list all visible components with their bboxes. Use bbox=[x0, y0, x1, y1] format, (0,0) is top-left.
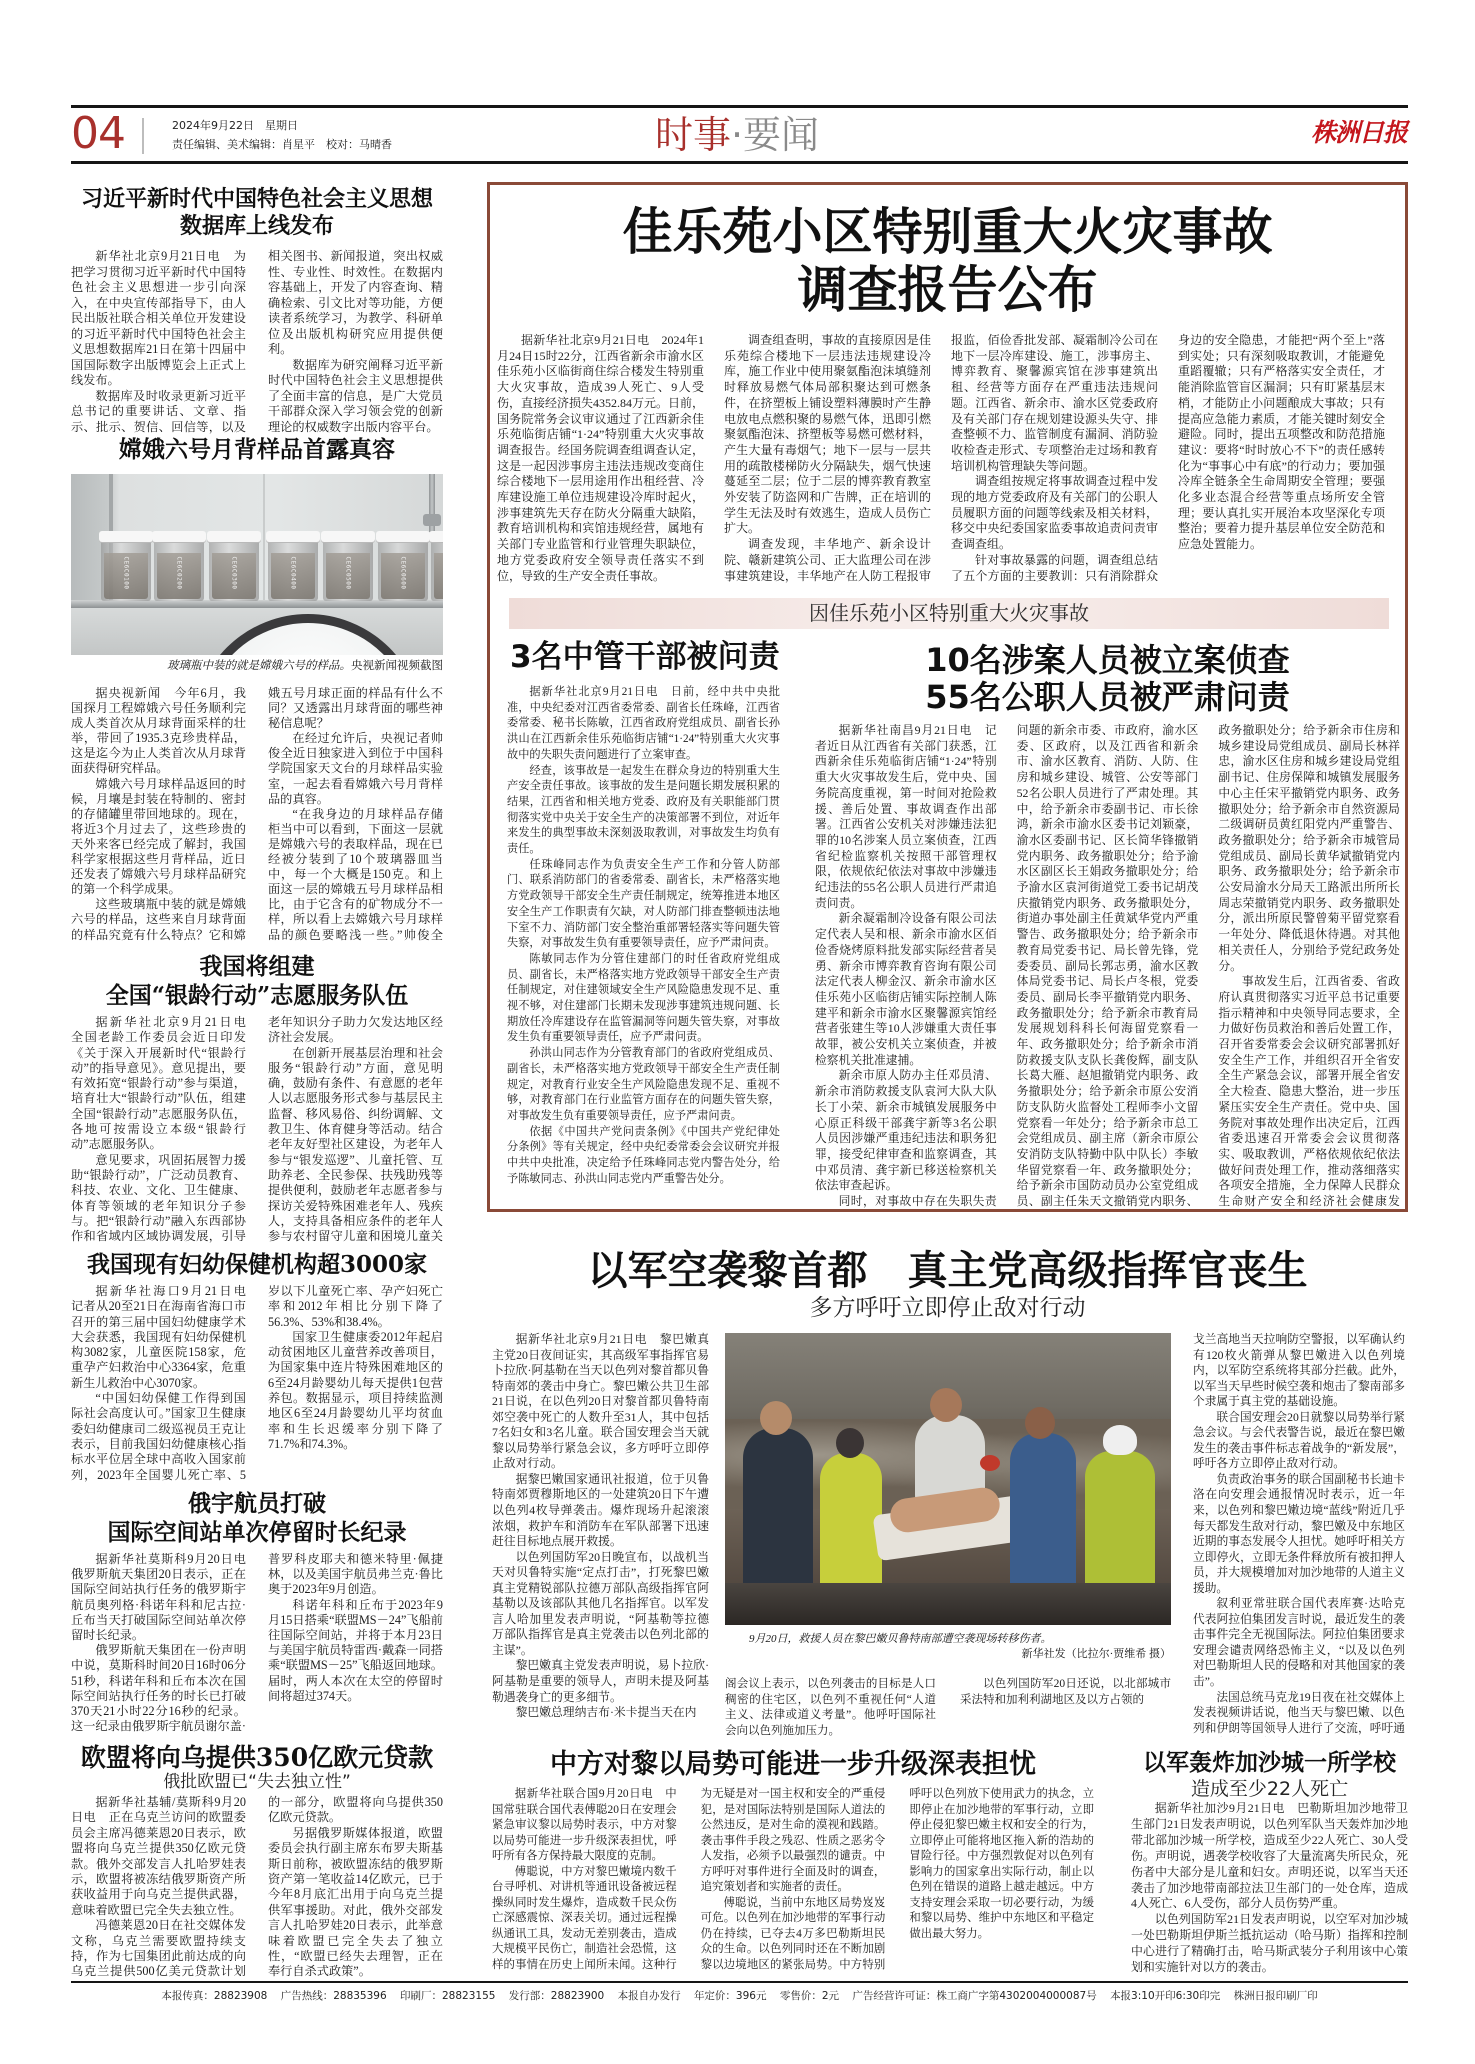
paragraph: 黎巴嫩总理纳吉布·米卡提当天在内 bbox=[515, 1705, 697, 1720]
change6-sample-photo bbox=[71, 474, 443, 655]
paragraph: 另据俄罗斯媒体报道，欧盟委员会执行副主席东布罗夫斯基斯日前称，被欧盟冻结的俄罗斯资产第一笔收益14亿欧元，已于今年8月底汇出用于向乌克兰提供军事援助。对此，俄外交部发言人扎哈罗娃20日表示，此举意味着欧盟已完全失去了独立性，“欧盟已经失去理智，正在奉行自杀式政策”。 bbox=[268, 1825, 443, 1979]
headline-maternal-health: 我国现有妇幼保健机构超3000家 bbox=[86, 1251, 427, 1278]
paragraph: 戈兰高地当天拉响防空警报，以军确认约有120枚火箭弹从黎巴嫩进入以色列境内，以军防空系统将其部分拦截。此外，以军当天早些时候空袭和炮击了黎南部多个隶属于真主党的基础设施。 bbox=[1193, 1333, 1405, 1409]
paragraph: 在经过允许后，央视记者帅俊全近日独家进入到位于中国科学院国家天文台的月球样品实验室，一起去看看嫦娥六号月背样品的真容。 bbox=[268, 731, 443, 806]
headline-line: 调查报告公布 bbox=[797, 261, 1098, 319]
subheadline-gaza-school: 造成至少22人死亡 bbox=[1190, 1778, 1349, 1800]
jar-label: CE6C0100 bbox=[122, 556, 130, 590]
article-body-china-lebanon bbox=[492, 1787, 1094, 1974]
article-body-officials-accountable bbox=[507, 685, 780, 1204]
jar-lid bbox=[99, 531, 153, 542]
article-body-beirut-left-column bbox=[492, 1332, 709, 1737]
paragraph: 数据库为研究阐释习近平新时代中国特色社会主义思想提供了全面丰富的信息，是广大党员干部群众深入学习领会党的创新理论的权威数字出版内容平台。 bbox=[268, 357, 443, 434]
paragraph: 以色列国防军20日还说，以北部城市采法特和加利利湖地区及以方占领的 bbox=[960, 1678, 1171, 1706]
headline-china-lebanon: 中方对黎以局势可能进一步升级深表担忧 bbox=[550, 1749, 1036, 1780]
sample-jar bbox=[209, 531, 259, 601]
footer-ad-license: 广告经营许可证：株工商广字第4302004000087号 bbox=[852, 1990, 1097, 2002]
headline-lead-fire-report bbox=[490, 203, 1405, 319]
jar-lid bbox=[321, 531, 375, 542]
headline-line: 全国“银龄行动”志愿服务队伍 bbox=[105, 982, 409, 1009]
paragraph: 以色列国防军21日发表声明说，以空军对加沙城一处巴勒斯坦伊斯兰抵抗运动（哈马斯）指挥和控制中心进行了精确打击，哈马斯武装分子利用该中心策划和实施针对以方的袭击。 bbox=[1131, 1912, 1408, 1975]
headline-beirut-strike: 以军空袭黎首都 真主党高级指挥官丧生 bbox=[587, 1248, 1308, 1294]
headline-iss-record bbox=[71, 1489, 443, 1547]
paragraph: 据新华社北京9月21日电 全国老龄工作委员会近日印发《关于深入开展新时代“银龄行动”的指导意见》。意见提出，要有效拓宽“银龄行动”参与渠道，培育壮大“银龄行动”队伍，组建全国“银龄行动”志愿服务队伍，各地可按需设立本级“银龄行动”志愿服务队。 bbox=[71, 1015, 259, 1152]
paragraph: 据黎巴嫩国家通讯社报道，位于贝鲁特南郊贾穆斯地区的一处建筑20日下午遭以色列4枚导弹袭击。爆炸现场升起滚滚浓烟，救护车和消防车在军队部署下迅速赶往目标地点展开救援。 bbox=[492, 1471, 709, 1549]
paragraph: 调查组按规定将事故调查过程中发现的地方党委政府及有关部门的公职人员履职方面的问题等线索及相关材料，移交中央纪委国家监委事故追责问责审查调查组。 bbox=[951, 474, 1158, 552]
jar-label: CE6C0200 bbox=[175, 556, 183, 590]
sample-shelf bbox=[71, 600, 443, 608]
jar-lid bbox=[152, 531, 206, 542]
paragraph: “中国妇幼保健工作得到国际社会高度认可。”国家卫生健康委妇幼健康司二级巡视员王克让表示，目前我国妇幼健康核心指标水平位居全球中高收入国家前列，2023年全国婴儿死亡率、5岁以下儿童死亡率、孕产妇死亡率和2012年相比分别下降了56.3%、53%和38.4%。 bbox=[71, 1284, 443, 1482]
paragraph: 据新华社海口9月21日电 记者从20至21日在海南省海口市召开的第三届中国妇幼健康学术大会获悉，我国现有妇幼保健机构3082家，儿童医院158家，危重孕产妇救治中心3364家，危重新生儿救治中心3070家。 bbox=[71, 1284, 259, 1390]
paragraph: 新余凝霜制冷设备有限公司法定代表人吴和根、新余市渝水区佰俭香烧烤原料批发部实际经营者吴勇、新余市博弈教育咨询有限公司法定代表人柳金汉、新余市渝水区佳乐苑小区临街店铺实际控制人陈建平和新余市渝水区聚馨源宾馆经营者张建生等10人涉嫌重大责任事故罪，被公安机关立案侦查，并被检察机关批准逮捕。 bbox=[815, 911, 997, 1067]
sample-jar bbox=[101, 531, 151, 601]
article-body-cases-filed bbox=[815, 723, 1400, 1210]
paragraph: 经查，该事故是一起发生在群众身边的特别重大生产安全责任事故。该事故的发生是问题长期发展积累的结果，江西省和相关地方党委、政府及有关职能部门贯彻落实党中央关于安全生产的决策部署不到位，对近年来发生的典型事故未深刻汲取教训，对事故发生均负有责任。 bbox=[507, 764, 780, 856]
paragraph: 傅聪说，中方对黎巴嫩境内数千台寻呼机、对讲机等通讯设备被远程操纵同时发生爆炸，造成数千民众伤亡深感震惊、深表关切。通过远程操纵通讯工具，发动无差别袭击，造成大规模平民伤亡，制造社会恐慌，这样的事情在历史上闻所未闻。这种行为无疑是对一国主权和安全的严重侵犯，是对国际法特别是国际人道法的公然违反，是对生命的漠视和践踏。袭击事件手段之残忍、性质之恶劣令人发指，必须予以最强烈的谴责。中方呼吁对事件进行全面及时的调查，追究策划者和实施者的责任。 bbox=[492, 1788, 886, 1971]
rescuer-helmet bbox=[980, 1455, 1000, 1471]
article-body-silver-action bbox=[71, 1015, 443, 1246]
headline-cases-filed bbox=[815, 642, 1400, 716]
footer-ad-hotline: 广告热线：28835396 bbox=[280, 1990, 387, 2002]
paragraph: 据新华社联合国9月20日电 中国常驻联合国代表傅聪20日在安理会紧急审议黎以局势时表示，中方对黎以局势可能进一步升级深表担忧，呼吁所有各方保持最大限度的克制。 bbox=[492, 1788, 677, 1862]
lead-story-box bbox=[487, 182, 1408, 1212]
paragraph: “在我身边的月球样品存储柜当中可以看到，下面这一层就是嫦娥六号的表取样品，现在已经被分装到了10个玻璃器皿当中，每一个大概是150克。和上面这一层的嫦娥五号月球样品相比，由于它含有的矿物成分不一样，所以看上去嫦娥六号月球样品的颜色要略浅一些。”帅俊全 bbox=[268, 806, 443, 942]
paragraph: 事故发生后，江西省委、省政府认真贯彻落实习近平总书记重要指示精神和中央领导同志要求，全力做好伤员救治和善后处置工作，召开省委常委会会议研究部署抓好安全生产工作，并组织召开全省安全生产紧急会议，部署开展全省安全大检查、隐患大整治，进一步压紧压实安全生产责任。党中央、国务院对事故处理作出决定后，江西省委迅速召开常委会会议贯彻落实、吸取教训，严格依规依纪依法做好问责处理工作，推动落细落实各项安全措施，全力保障人民群众生命财产安全和经济社会健康发 bbox=[1218, 974, 1400, 1209]
paragraph: 科诺年科和丘布于2023年9月15日搭乘“联盟MS－24”飞船前往国际空间站，并将于本月23日与美国宇航员特雷西·戴森一同搭乘“联盟MS－25”飞船返回地球。届时，两人本次在太空的停留时间将超过374天。 bbox=[268, 1597, 443, 1703]
headline-line: 习近平新时代中国特色社会主义思想 bbox=[80, 187, 433, 212]
jar-label: CE6C0300 bbox=[230, 556, 238, 590]
caption-credit: 央视新闻视频截图 bbox=[351, 660, 443, 672]
headline-officials-accountable: 3名中管干部被问责 bbox=[510, 639, 780, 675]
article-body-beirut-under-photo bbox=[725, 1677, 1171, 1740]
section-title-primary: 时事 bbox=[654, 113, 731, 157]
footer-print-house: 株洲日报印刷厂印 bbox=[1233, 1990, 1318, 2002]
footer-self-distribution: 本报自办发行 bbox=[617, 1990, 681, 2002]
paragraph: 这些玻璃瓶中装的就是嫦娥六号的样品，这些来自月球背面的样品究竟有什么特点？它和嫦娥五号月球正面的样品有什么不同？又透露出月球背面的哪些神秘信息呢？ bbox=[71, 686, 443, 942]
paragraph: 新余市原人防办主任邓员清、新余市消防救援支队袁河大队大队长丁小荣、新余市城镇发展服务中心原正科级干部龚宇新等3名公职人员因涉嫌严重违纪违法和职务犯罪，接受纪律审查和监察调查，其中邓员清、龚宇新已移送检察机关依法审查起诉。 bbox=[815, 1068, 997, 1193]
headline-line: 俄宇航员打破 bbox=[188, 1490, 326, 1517]
header-bottom-rule bbox=[71, 161, 1408, 164]
paragraph: 任珠峰同志作为负责安全生产工作和分管人防部门、联系消防部门的省委常委、副省长，未严格落实地方党政领导干部安全生产责任制规定，统筹推进本地区安全生产工作职责有欠缺，对人防部门排查整顿违法地下室不力、消防部门安全整治重部署轻落实等问题失管失察，对事故发生负有重要领导责任，应予严肃问责。 bbox=[507, 858, 780, 950]
section-title-secondary: 要闻 bbox=[743, 113, 820, 157]
paragraph: 负责政治事务的联合国副秘书长迪卡洛在向安理会通报情况时表示，近一年来，以色列和黎巴嫩边境“蓝线”附近几乎每天都发生敌对行动，黎巴嫩及中东地区近期的事态发展令人担忧。她呼吁相关方立即停火，立即无条件释放所有被扣押人员，并大规模增加对加沙地带的人道主义援助。 bbox=[1193, 1472, 1405, 1595]
headline-eu-loan: 欧盟将向乌提供350亿欧元贷款 bbox=[80, 1743, 434, 1772]
caption-text: 玻璃瓶中装的就是嫦娥六号的样品。 bbox=[167, 660, 351, 672]
sample-jar-partial bbox=[431, 531, 443, 601]
section-title bbox=[537, 113, 937, 157]
paragraph: 据新华社南昌9月21日电 记者近日从江西省有关部门获悉，江西新余佳乐苑临街店铺“1·24”特别重大火灾事故发生后，党中央、国务院高度重视，第一时间对抢险救援、善后处置、事故调查作出部署。江西省公安机关对涉嫌违法犯罪的10名涉案人员立案侦查，江西省纪检监察机关按照干部管理权限，依规依纪依法对事故中涉嫌违纪违法的55名公职人员进行严肃追责问责。 bbox=[815, 723, 997, 910]
paragraph: 黎巴嫩真主党发表声明说，易卜拉欣·阿基勒是重要的领导人，声明未提及阿基勒遇袭身亡的更多细节。 bbox=[492, 1658, 709, 1704]
paragraph: 叙利亚常驻联合国代表库赛·达哈克代表阿拉伯集团发言时说，最近发生的袭击事件完全无视国际法。阿拉伯集团要求安理会谴责网络恐怖主义，“以及以色列对巴勒斯坦人民的侵略和对其他国家的袭击”。 bbox=[1193, 1597, 1405, 1689]
paragraph: 孙洪山同志作为分管教育部门的省政府党组成员、副省长，未严格落实地方党政领导干部安全生产责任制规定，对教育行业安全生产风险隐患发现不足、重视不够，对教育部门在行业监管方面存在的问题失管失察，对事故发生负有重要领导责任，应予严肃问责。 bbox=[507, 1047, 780, 1122]
jar-lid bbox=[266, 531, 320, 542]
paragraph: 阁会议上表示，以色列袭击的目标是人口稠密的住宅区，以色列不重视任何“人道主义、法律或道义考量”。他呼吁国际社会向以色列施加压力。 bbox=[725, 1678, 936, 1737]
paragraph: 依据《中国共产党问责条例》《中国共产党纪律处分条例》等有关规定，经中央纪委常委会会议研究并报中共中央批准，决定给予任珠峰同志党内警告处分，给予陈敏同志、孙洪山同志党内严重警告处分。 bbox=[507, 1125, 780, 1185]
footer-retail-price: 零售价：2元 bbox=[779, 1990, 840, 2002]
photo-caption-change6 bbox=[71, 659, 443, 673]
rescuer-helmet bbox=[1103, 1425, 1137, 1455]
sample-jar bbox=[378, 531, 428, 601]
section-banner-fire-followup: 因佳乐苑小区特别重大火灾事故 bbox=[509, 598, 1389, 629]
paragraph: 据新华社加沙9月21日电 巴勒斯坦加沙地带卫生部门21日发表声明说，以色列军队当天轰炸加沙地带北部加沙城一所学校，造成至少22人死亡、30人受伤。声明说，遇袭学校收容了大量流离失所民众，死伤者中大部分是儿童和妇女。声明还说，以军当天还袭击了加沙地带南部拉法卫生部门的一处仓库，造成4人死亡、6人受伤，部分人员伤势严重。 bbox=[1131, 1801, 1408, 1911]
footer-print-time: 本报3:10开印6:30印完 bbox=[1110, 1990, 1221, 2002]
paragraph: 国家卫生健康委2012年起启动贫困地区儿童营养改善项目，为国家集中连片特殊困难地区的6至24月龄婴幼儿每天提供1包营养包。数据显示，项目持续监测地区6至24月龄婴幼儿平均贫血率和生长迟缓率分别下降了71.7%和74.3%。 bbox=[268, 1329, 443, 1451]
paragraph: 同时，对事故中存在失职失责问题的新余市委、市政府，渝水区委、区政府，以及江西省和新余市、渝水区教育、消防、人防、住房和城乡建设、城管、公安等部门52名公职人员进行了严肃处理。其中，给予新余市委副书记、市长徐鸿，新余市渝水区委书记刘颖豪，渝水区委副书记、区长简华锋撤销党内职务、政务撤职处分；给予渝水区副区长王娟政务撤职处分；给予渝水区袁河街道党工委书记胡茂庆撤销党内职务、政务撤职处分，街道办事处副主任黄斌华党内严重警告、政务撤职处分；给予新余市教育局党委书记、局长曾先锋，党委委员、副局长郭志勇，渝水区教体局党委书记、局长卢冬根，党委委员、副局长李平撤销党内职务、政务撤职处分；给予新余市教育局发展规划科科长何海留党察看一年、政务撤职处分；给予新余市消防救援支队支队长龚俊辉，副支队长葛大雁、赵旭撤销党内职务、政务撤职处分；给予新余市原公安消防支队防火监督处工程师李小文留党察看一年处分；给予新余市总工会党组成员、副主席（新余市原公安消防支队特勤中队中队长）李敏华留党察看一年、政务撤职处分；给予新余市国防动员办公室党组成员、副主任朱天文撤销党内职务、政务撤职处分；给予新余市住房和城乡建设局党组成员、副局长林祥忠，渝水区住房和城乡建设局党组副书记、住房保障和城镇发展服务中心主任宋平撤销党内职务、政务撤职处分；给予新余市自然资源局二级调研员黄红阳党内严重警告、政务撤职处分；给予新余市城管局党组成员、副局长黄华斌撤销党内职务、政务撤职处分；给予新余市公安局渝水分局天工路派出所所长周志荣撤销党内职务、政务撤职处分，派出所原民警曾菊平留党察看一年处分、降低退休待遇。对其他相关责任人，分别给予党纪政务处分。 bbox=[838, 723, 1400, 1209]
paragraph: 据新华社北京9月21日电 日前，经中共中央批准，中央纪委对江西省委常委、副省长任珠峰，江西省委常委、秘书长陈敏，江西省政府党组成员、副省长孙洪山在江西新余佳乐苑临街店铺“1·24”特别重大火灾事故中的失职失责问题进行了立案审查。 bbox=[507, 686, 780, 761]
headline-line: 我国将组建 bbox=[199, 953, 315, 980]
article-body-lead-fire-report bbox=[497, 333, 1385, 585]
header-divider bbox=[142, 118, 144, 154]
paragraph: 据新华社基辅/莫斯科9月20日电 正在乌克兰访问的欧盟委员会主席冯德莱恩20日表示，欧盟将向乌克兰提供350亿欧元贷款。俄外交部发言人扎哈罗娃表示，欧盟将被冻结俄罗斯资产所获收益用于向乌克兰提供武器，意味着欧盟已完全失去独立性。 bbox=[71, 1795, 246, 1917]
paragraph: 俄罗斯航天集团在一份声明中说，莫斯科时间20日16时06分51秒，科诺年科和丘布本次在国际空间站执行任务的时长已打破370天21小时22分16秒的纪录。这一纪录由俄罗斯宇航员谢尔盖·普罗科皮耶夫和德米特里·佩捷林，以及美国宇航员弗兰克·鲁比奥于2023年9月创造。 bbox=[71, 1552, 443, 1734]
jar-lid bbox=[207, 531, 261, 542]
paragraph: 据央视新闻 今年6月，我国探月工程嫦娥六号任务顺利完成人类首次从月球背面采样的壮举，带回了1935.3克珍贵样品，这是迄今为止人类首次从月球背面获得研究样品。 bbox=[71, 686, 246, 776]
glovebox-pipe bbox=[429, 474, 435, 536]
jar-label: CE6C0600 bbox=[399, 556, 407, 590]
publication-footer bbox=[71, 1989, 1408, 2003]
paragraph: 冯德莱恩20日在社交媒体发文称，乌克兰需要欧盟持续支持，作为七国集团此前达成的向乌克兰提供500亿美元贷款计划的一部分，欧盟将向乌提供350亿欧元贷款。 bbox=[71, 1795, 443, 1979]
jar-lid bbox=[429, 531, 443, 542]
paragraph: 陈敏同志作为分管住建部门的时任省政府党组成员、副省长，未严格落实地方党政领导干部安全生产责任制规定，对住建领域安全生产风险隐患发现不足、重视不够，对住建部门长期未发现涉事建筑违规问题、长期放任冷库建设存在监管漏洞等问题失管失察，对事故发生负有重要领导责任，应予严肃问责。 bbox=[507, 952, 780, 1044]
editor-credits: 责任编辑、美术编辑：肖星平 校对：马晴香 bbox=[172, 138, 392, 151]
footer-fax: 本报传真：28823908 bbox=[161, 1990, 268, 2002]
footer-printer: 印刷厂：28823155 bbox=[400, 1990, 496, 2002]
page-number: 04 bbox=[71, 108, 125, 159]
subheadline-eu-loan: 俄批欧盟已“失去独立性” bbox=[163, 1772, 351, 1792]
paragraph: 针对事故暴露的问题，调查组总结了五个方面的主要教训：只有消除群众身边的安全隐患，才能把“两个至上”落到实处；只有深刻吸取教训，才能避免重蹈覆辙；只有严格落实安全责任，才能消除监管盲区漏洞；只有盯紧基层末梢，才能防止小问题酿成大事故；只有提高应急能力素质，才能关键时刻安全避险。同时，提出五项整改和防范措施建议：要将“时时放心不下”的责任感转化为“事事心中有底”的行动力；要加强冷库全链条全生命周期安全管理；要强化多业态混合经营等重点场所安全管理；要认真扎实开展治本攻坚深化专项整治；要着力提升基层单位安全防范和应急处置能力。 bbox=[951, 333, 1385, 583]
photo-caption-beirut bbox=[725, 1632, 1171, 1662]
sample-jar bbox=[268, 531, 318, 601]
headline-line: 数据库上线发布 bbox=[179, 214, 334, 239]
masthead-logo: 株洲日报 bbox=[1310, 118, 1407, 147]
glovebox-seam bbox=[263, 474, 265, 600]
headline-line: 55名公职人员被严肃问责 bbox=[925, 678, 1290, 716]
subheadline-beirut-strike: 多方呼吁立即停止敌对行动 bbox=[809, 1295, 1086, 1321]
jar-lid bbox=[376, 531, 430, 542]
footer-annual-price: 年定价：396元 bbox=[693, 1990, 767, 2002]
article-body-change6 bbox=[71, 686, 443, 944]
headline-line: 10名涉案人员被立案侦查 bbox=[925, 641, 1290, 679]
article-body-maternal-health bbox=[71, 1284, 443, 1484]
article-body-iss-record bbox=[71, 1552, 443, 1736]
issue-date: 2024年9月22日 星期日 bbox=[172, 119, 298, 132]
paragraph: 据新华社北京9月21日电 黎巴嫩真主党20日夜间证实，其高级军事指挥官易卜拉欣·阿基勒在当天以色列对黎首都贝鲁特南郊的袭击中身亡。黎巴嫩公共卫生部21日说，在以色列20日对黎首都贝鲁特南郊空袭中死亡的人数升至31人，其中包括7名妇女和3名儿童。联合国安理会当天就黎以局势举行紧急会议，多方呼吁立即停止敌对行动。 bbox=[492, 1332, 709, 1471]
glovebox-valve bbox=[423, 514, 441, 526]
section-title-dot: · bbox=[730, 113, 744, 157]
article-body-beirut-right-column bbox=[1193, 1332, 1405, 1737]
header-top-rule bbox=[71, 105, 1408, 108]
foreground-debris bbox=[725, 1583, 1171, 1625]
headline-line: 佳乐苑小区特别重大火灾事故 bbox=[622, 203, 1273, 261]
headline-gaza-school: 以军轰炸加沙城一所学校 bbox=[1143, 1749, 1396, 1776]
paragraph: 法国总统马克龙19日夜在社交媒体上发表视频讲话说，他当天与黎巴嫩、以色列和伊朗等国领导人进行了交流，呼吁通 bbox=[1193, 1690, 1405, 1735]
paragraph: 在创新开展基层治理和社会服务“银龄行动”方面，意见明确，鼓励有条件、有意愿的老年人以志愿服务形式参与基层民主监督、移风易俗、纠纷调解、文教卫生、体育健身等活动。结合老年友好型社区建设，为老年人参与“银发巡逻”、儿童托管、互助养老、全民参保、扶残助残等提供便利，鼓励老年志愿者参与探访关爱特殊困难老年人、残疾人，支持具备相应条件的老年人参与农村留守儿童和困境儿童关 bbox=[268, 1045, 443, 1244]
headline-line: 国际空间站单次停留时长纪录 bbox=[107, 1519, 407, 1546]
paragraph: 联合国安理会20日就黎以局势举行紧急会议。与会代表警告说，最近在黎巴嫩发生的袭击事件标志着战争的“新发展”，呼吁各方立即停止敌对行动。 bbox=[1193, 1410, 1405, 1471]
paragraph: 调查组查明，事故的直接原因是佳乐苑综合楼地下一层违法违规建设冷库，施工作业中使用聚氨酯泡沫填缝剂时释放易燃气体局部积聚达到可燃条件，在挤塑板上铺设塑料薄膜时产生静电放电点燃积聚的易燃气体，迅即引燃聚氨酯泡沫、挤塑板等易燃可燃材料，产生大量有毒烟气；地下一层与一层共用的疏散楼梯防火分隔缺失，烟气快速蔓延至二层；位于二层的博弈教育教室外安装了防盗网和广告牌，正在培训的学生无法及时有效逃生，造成人员伤亡扩大。 bbox=[724, 333, 931, 536]
beirut-rescue-photo bbox=[725, 1333, 1171, 1625]
paragraph: 以色列国防军20日晚宣布，以战机当天对贝鲁特实施“定点打击”，打死黎巴嫩真主党精锐部队拉德万部队高级指挥官阿基勒以及该部队其他几名指挥官。以军发言人哈加里发表声明说，“阿基勒等拉德万部队指挥官是真主党袭击以色列北部的主谋”。 bbox=[492, 1549, 709, 1657]
headline-xi-database bbox=[71, 186, 443, 240]
sample-jar bbox=[154, 531, 204, 601]
jar-label: CE6C0400 bbox=[289, 556, 297, 590]
jar-label: CE6C0500 bbox=[344, 556, 352, 590]
headline-change6: 嫦娥六号月背样品首露真容 bbox=[119, 437, 395, 463]
paragraph: 嫦娥六号月球样品返回的时候，月壤是封装在特制的、密封的存储罐里带回地球的。现在，将近3个月过去了，这些珍贵的天外来客已经完成了解封，我国科学家根据这些月背样品，近日还发表了嫦娥六号月球样品研究的第一个科学成果。 bbox=[71, 776, 246, 897]
article-body-xi-database bbox=[71, 249, 443, 436]
paragraph: 意见要求，巩固拓展智力援助“银龄行动”，广泛动员教育、科技、农业、文化、卫生健康、体育等领域的老年知识分子参与。把“银龄行动”融入东西部协作和省域内区域协调发展，引导老年知识分子助力欠发达地区经济社会发展。 bbox=[71, 1015, 443, 1244]
paragraph: 据新华社莫斯科9月20日电 俄罗斯航天集团20日表示，正在国际空间站执行任务的俄罗斯宇航员奥列格·科诺年科和尼古拉·丘布当天打破国际空间站单次停留时长纪录。 bbox=[71, 1552, 259, 1643]
rescuer-head bbox=[836, 1428, 864, 1458]
footer-rule bbox=[71, 1981, 1408, 1983]
lunar-soil bbox=[434, 553, 443, 599]
paragraph: 据新华社北京9月21日电 2024年1月24日15时22分，江西省新余市渝水区佳乐苑小区临街商住综合楼发生特别重大火灾事故，造成39人死亡、9人受伤，直接经济损失4352.84万元。日前，国务院常务会议审议通过了江西新余佳乐苑临街店铺“1·24”特别重大火灾事故调查报告。经国务院调查组调查认定，这是一起因涉事房主违法违规改变商住综合楼地下一层用途用作出租经营、冷库建设施工单位违规建设冷库时起火，涉事建筑先天存在防火分隔重大缺陷，教育培训机构和宾馆违规经营，属地有关部门专业监管和行业管理失职缺位，地方党委政府安全领导责任落实不到位，导致的生产安全责任事故。 bbox=[497, 333, 705, 583]
rescuer-head bbox=[930, 1388, 962, 1422]
rescuer-head bbox=[1025, 1407, 1055, 1439]
article-body-gaza-school bbox=[1131, 1801, 1408, 1977]
article-body-eu-loan bbox=[71, 1795, 443, 1980]
paragraph: 傅聪说，当前中东地区局势岌岌可危。以色列在加沙地带的军事行动仍在持续，已夺去4万多巴勒斯坦民众的生命。以色列同时还在不断加剧黎以边境地区的紧张局势。中方特别呼吁以色列放下使用武力的执念，立即停止在加沙地带的军事行动，立即停止侵犯黎巴嫩主权和安全的行为，立即停止可能将地区拖入新的浩劫的冒险行径。中方强烈敦促对以色列有影响力的国家拿出实际行动，制止以色列在错误的道路上越走越远。中方支持安理会采取一切必要行动，为缓和黎以局势、维护中东地区和平稳定做出最大努力。 bbox=[700, 1788, 1094, 1971]
sample-jar bbox=[323, 531, 373, 601]
caption-credit: 新华社发（比拉尔·贾维希 摄） bbox=[1021, 1648, 1171, 1660]
rescuer-head bbox=[760, 1401, 792, 1435]
footer-distribution: 发行部：28823900 bbox=[508, 1990, 605, 2002]
paragraph: 调查发现，丰华地产、新余设计院、赣新建筑公司、正大监理公司在涉事建筑建设，丰华地产在人防工程报审报监，佰俭香批发部、凝霜制冷公司在地下一层冷库建设、施工，涉事房主、博弈教育、聚馨源宾馆在涉事建筑出租、经营等方面存在严重违法违规问题。江西省、新余市、渝水区党委政府及有关部门存在规划建设源头失守、排查整顿不力、监管制度有漏洞、消防验收检查走形式、专项整治走过场和教育培训机构管理缺失等问题。 bbox=[724, 333, 1158, 583]
paragraph: 数据库及时收录更新习近平总书记的重要讲话、文章、指示、批示、贺信、回信等，以及相关图书、新闻报道，突出权威性、专业性、时效性。在数据内容基础上，开发了内容查询、精确检索、引文比对等功能，方便读者系统学习，为教学、科研单位及出版机构研究应用提供便利。 bbox=[71, 249, 443, 434]
paragraph: 新华社北京9月21日电 为把学习贯彻习近平新时代中国特色社会主义思想进一步引向深入，在中央宣传部指导下，由人民出版社联合相关单位开发建设的习近平新时代中国特色社会主义思想数据库21日在第十四届中国国际数字出版博览会上正式上线发布。 bbox=[71, 249, 246, 387]
headline-silver-action bbox=[71, 952, 443, 1010]
caption-text: 9月20日，救援人员在黎巴嫩贝鲁特南部遭空袭现场转移伤者。 bbox=[749, 1633, 1052, 1645]
